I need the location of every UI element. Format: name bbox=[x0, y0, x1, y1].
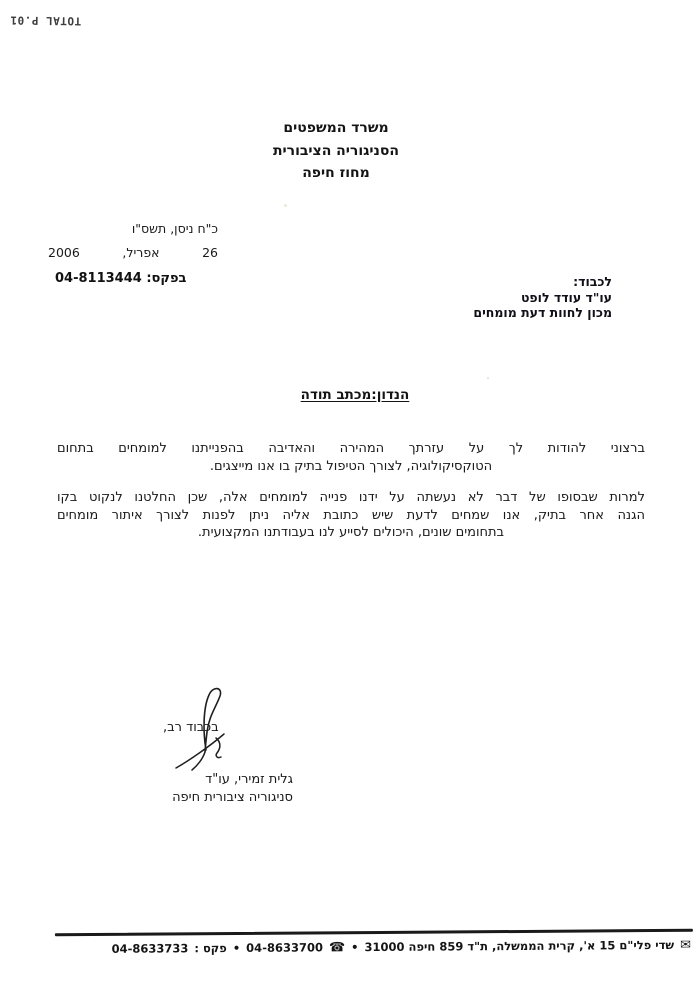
civil-date-year: 2006 bbox=[48, 245, 80, 260]
phone-icon: ☎ bbox=[328, 939, 346, 955]
letterhead-office: הסניגוריה הציבורית bbox=[272, 142, 400, 159]
footer bbox=[55, 929, 693, 957]
recipient-salutation: לכבוד: bbox=[573, 274, 612, 289]
letterhead-ministry: משרד המשפטים bbox=[283, 120, 389, 136]
footer-fax-label: פקס : bbox=[194, 941, 227, 956]
letter-body bbox=[57, 440, 645, 542]
date-block bbox=[48, 221, 218, 260]
footer-phone-number: 04-8633700 bbox=[246, 940, 324, 955]
signer-block bbox=[90, 771, 293, 806]
signature-scribble bbox=[166, 682, 246, 774]
civil-date bbox=[48, 245, 218, 260]
subject-line: הנדון:מכתב תודה bbox=[300, 387, 410, 403]
letterhead bbox=[236, 117, 436, 185]
recipient-block bbox=[473, 274, 612, 321]
scan-speckle bbox=[284, 204, 287, 207]
civil-date-month: אפריל, bbox=[122, 245, 160, 260]
scan-speckle bbox=[487, 377, 489, 379]
footer-address: שדי פלי"ם 15 א', קרית הממשלה, ת"ד 859 חיפה 31000 bbox=[364, 937, 675, 955]
footer-bullet: • bbox=[232, 940, 241, 955]
paragraph-2 bbox=[57, 489, 645, 542]
recipient-org: מכון לחוות דעת מומחים bbox=[473, 305, 612, 320]
paragraph-1 bbox=[57, 440, 645, 475]
paragraph-line: הטוקסיקולוגיה, לצורך הטיפול בתיק בו אנו מייצגים. bbox=[209, 458, 493, 474]
footer-divider bbox=[55, 929, 693, 936]
fax-page-counter: TOTAL P.01 bbox=[9, 13, 82, 28]
paragraph-line: ברצוני להודות לך על עזרתך המהירה והאדיבה בהפנייתנו למומחים בתחום bbox=[57, 441, 645, 456]
recipient-name: עו"ד עודד לופט bbox=[520, 289, 612, 305]
footer-fax-number: 04-8633733 bbox=[111, 941, 189, 956]
closing-salutation: בכבוד רב, bbox=[163, 720, 219, 735]
footer-contact-line bbox=[55, 937, 693, 956]
envelope-icon: ✉ bbox=[680, 937, 692, 953]
paragraph-line: הגנה אחר בתיק, אנו שמחים לדעת שיש כתובת אליה ניתן לפנות לצורך איתור מומחים bbox=[57, 507, 645, 523]
paragraph-line: בתחומים שונים, היכולים לסייע לנו בעבודתנו המקצועית. bbox=[197, 525, 505, 541]
signer-name: גלית זמירי, עו"ד bbox=[205, 772, 293, 787]
footer-bullet: • bbox=[351, 940, 359, 955]
civil-date-day: 26 bbox=[202, 245, 218, 260]
fax-number-line: בפקס: 04-8113444 bbox=[55, 271, 187, 286]
hebrew-date: כ"ח ניסן, תשס"ו bbox=[131, 221, 218, 236]
paragraph-line: למרות שבסופו של דבר לא נעשתה על ידנו פנייה למומחים אלה, שכן החלטנו לנקוט בקו bbox=[57, 490, 645, 506]
signer-title: סניגוריה ציבורית חיפה bbox=[172, 789, 293, 805]
letterhead-district: מחוז חיפה bbox=[302, 165, 370, 181]
